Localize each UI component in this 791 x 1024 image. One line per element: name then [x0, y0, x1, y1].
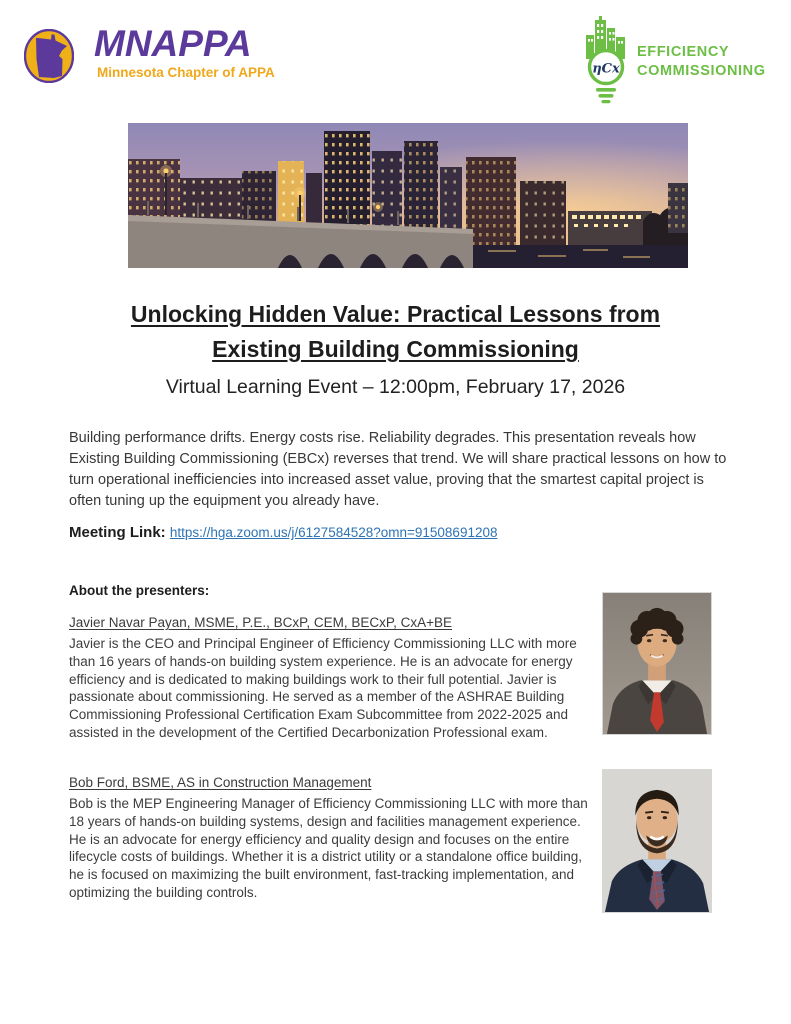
presenter-javier-bio: Javier is the CEO and Principal Engineer of Efficiency Commissioning LLC with more than 16 years of hands-on building system experience. He is an advocate for energy efficiency and is dedicated to making buildings work to their full potential. Javier is passionate about commissioning. He served as a member of the ASHRAE Building Commissioning Professional Certification Exam Subcommittee from 2022-2025 and assisted in the development of the Certified Decarbonization Professional exam. [69, 636, 577, 740]
mnappa-logo [24, 23, 284, 89]
event-title-line2: Existing Building Commissioning [212, 336, 579, 362]
mnappa-wordmark: MNAPPA [94, 23, 252, 64]
event-title-line1: Unlocking Hidden Value: Practical Lessons from [130, 301, 661, 327]
presenter-bob-photo [602, 769, 712, 913]
presenter-javier-block [69, 615, 597, 742]
presenter-bob-name: Bob Ford, BSME, AS in Construction Management [69, 775, 372, 790]
event-title [0, 297, 791, 367]
meeting-link-label: Meeting Link: [69, 524, 166, 541]
presenter-bob-block [69, 775, 597, 902]
efficiency-logo-line1: EFFICIENCY [637, 44, 730, 60]
skyline-photo [128, 123, 688, 268]
minnesota-state-icon [24, 29, 74, 83]
svg-text:ηCx: ηCx [592, 61, 620, 77]
meeting-link-row [69, 524, 497, 541]
event-subtitle: Virtual Learning Event – 12:00pm, February 17, 2026 [165, 376, 626, 398]
efficiency-logo-line2: COMMISSIONING [637, 63, 766, 79]
presenters-heading: About the presenters: [69, 583, 210, 598]
presenter-javier-photo [602, 592, 712, 735]
efficiency-commissioning-logo [583, 15, 773, 110]
event-description: Building performance drifts. Energy costs rise. Reliability degrades. This presentation reveals how Existing Building Commissioning (EBCx) reverses that trend. We will share practical lessons on how to turn operational inefficiencies into increased asset value, proving that the smartest capital project is often tuning up the equipment you already have. [69, 430, 727, 509]
presenter-javier-name: Javier Navar Payan, MSME, P.E., BCxP, CEM, BECxP, CxA+BE [69, 615, 453, 630]
presenter-bob-bio: Bob is the MEP Engineering Manager of Efficiency Commissioning LLC with more than 18 years of hands-on building systems, design and facilities management experience. He is an advocate for energy efficiency and quality design and focuses on the entire lifecycle costs of buildings. Whether it is a district utility or a standalone office building, he is focused on maximizing the built environment, fast-tracking implementation, and optimizing the building controls. [69, 796, 588, 900]
lightbulb-city-icon [583, 15, 631, 107]
zoom-meeting-link[interactable]: https://hga.zoom.us/j/6127584528?omn=91508691208 [169, 525, 498, 540]
efficiency-logo-text [637, 43, 766, 81]
mnappa-tagline: Minnesota Chapter of APPA [97, 65, 275, 80]
